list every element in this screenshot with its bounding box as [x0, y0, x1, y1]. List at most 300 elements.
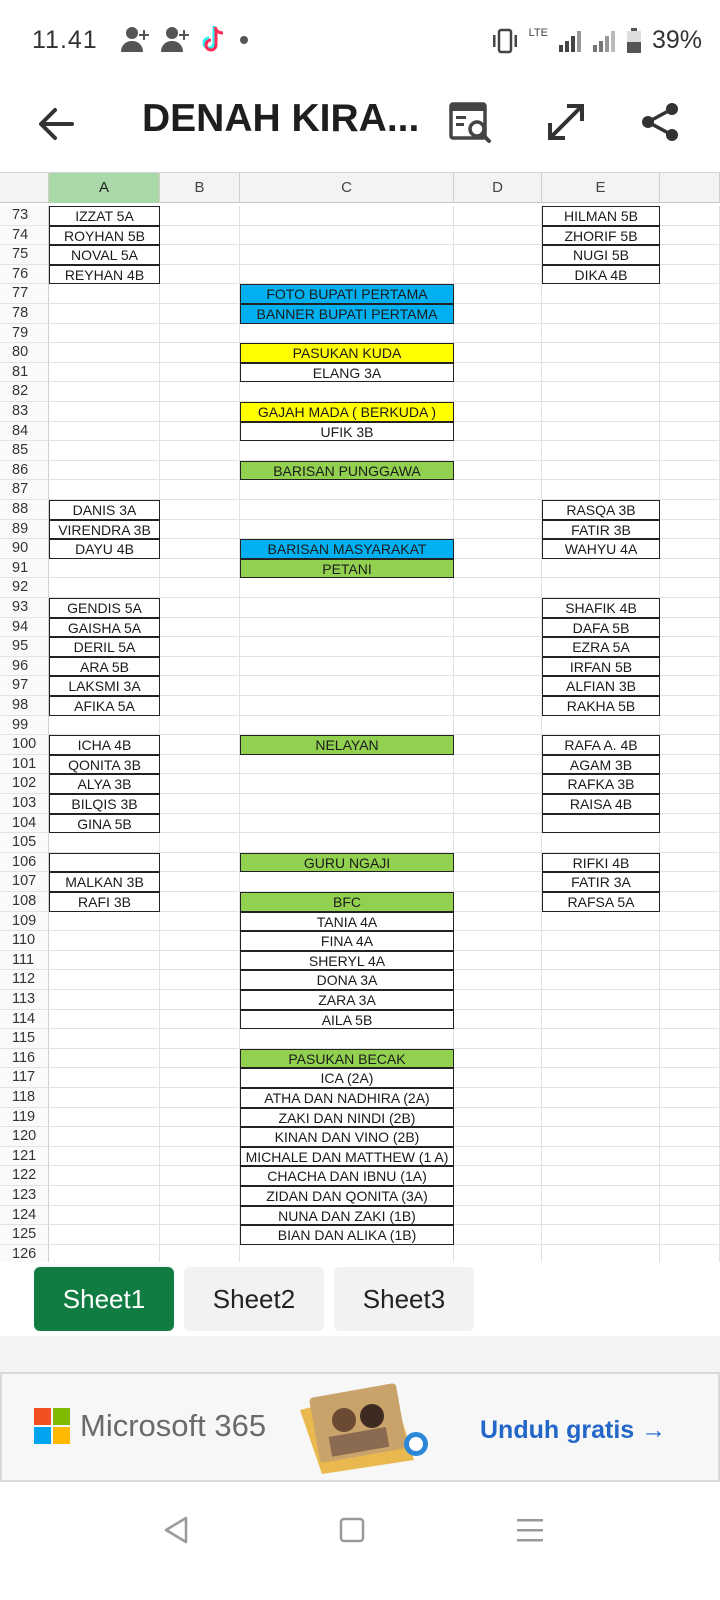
- row-number[interactable]: 124: [0, 1206, 49, 1226]
- cell-c[interactable]: [240, 872, 454, 892]
- cell-e[interactable]: [542, 1068, 660, 1088]
- cell-e[interactable]: ALFIAN 3B: [542, 676, 660, 696]
- cell-b[interactable]: [160, 1049, 240, 1069]
- cell-b[interactable]: [160, 853, 240, 873]
- cell-b[interactable]: [160, 1010, 240, 1030]
- cell-b[interactable]: [160, 461, 240, 481]
- cell-e[interactable]: FATIR 3B: [542, 520, 660, 540]
- cell-d[interactable]: [454, 1127, 542, 1147]
- cell-d[interactable]: [454, 912, 542, 932]
- cell-a[interactable]: [49, 990, 160, 1010]
- row-number[interactable]: 104: [0, 814, 49, 834]
- cell-f[interactable]: [660, 1029, 720, 1049]
- cell-b[interactable]: [160, 872, 240, 892]
- cell-a[interactable]: [49, 1068, 160, 1088]
- cell-b[interactable]: [160, 1166, 240, 1186]
- cell-c[interactable]: PASUKAN KUDA: [240, 343, 454, 363]
- cell-c[interactable]: FOTO BUPATI PERTAMA: [240, 284, 454, 304]
- cell-a[interactable]: [49, 1088, 160, 1108]
- cell-d[interactable]: [454, 872, 542, 892]
- cell-a[interactable]: [49, 343, 160, 363]
- cell-a[interactable]: [49, 853, 160, 873]
- cell-c[interactable]: BANNER BUPATI PERTAMA: [240, 304, 454, 324]
- cell-b[interactable]: [160, 265, 240, 285]
- cell-b[interactable]: [160, 539, 240, 559]
- cell-d[interactable]: [454, 1010, 542, 1030]
- row-number[interactable]: 110: [0, 931, 49, 951]
- cell-a[interactable]: [49, 304, 160, 324]
- cell-b[interactable]: [160, 422, 240, 442]
- cell-b[interactable]: [160, 520, 240, 540]
- cell-a[interactable]: [49, 402, 160, 422]
- row-number[interactable]: 90: [0, 539, 49, 559]
- cell-c[interactable]: NELAYAN: [240, 735, 454, 755]
- cell-e[interactable]: [542, 951, 660, 971]
- cell-a[interactable]: BILQIS 3B: [49, 794, 160, 814]
- cell-c[interactable]: AILA 5B: [240, 1010, 454, 1030]
- row-number[interactable]: 82: [0, 382, 49, 402]
- cell-c[interactable]: SHERYL 4A: [240, 951, 454, 971]
- cell-e[interactable]: [542, 422, 660, 442]
- nav-home-button[interactable]: [332, 1510, 372, 1550]
- expand-button[interactable]: [540, 96, 592, 148]
- cell-b[interactable]: [160, 970, 240, 990]
- share-button[interactable]: [634, 96, 686, 148]
- cell-f[interactable]: [660, 696, 720, 716]
- row-number[interactable]: 106: [0, 853, 49, 873]
- column-header-e[interactable]: E: [542, 173, 660, 203]
- cell-a[interactable]: [49, 382, 160, 402]
- cell-a[interactable]: [49, 1206, 160, 1226]
- cell-c[interactable]: ATHA DAN NADHIRA (2A): [240, 1088, 454, 1108]
- cell-e[interactable]: RASQA 3B: [542, 500, 660, 520]
- cell-b[interactable]: [160, 814, 240, 834]
- row-number[interactable]: 99: [0, 716, 49, 736]
- cell-a[interactable]: [49, 324, 160, 344]
- cell-d[interactable]: [454, 853, 542, 873]
- cell-f[interactable]: [660, 657, 720, 677]
- cell-a[interactable]: [49, 1147, 160, 1167]
- cell-c[interactable]: [240, 716, 454, 736]
- cell-f[interactable]: [660, 598, 720, 618]
- cell-a[interactable]: [49, 1049, 160, 1069]
- cell-a[interactable]: [49, 970, 160, 990]
- cell-b[interactable]: [160, 637, 240, 657]
- cell-a[interactable]: [49, 1186, 160, 1206]
- cell-f[interactable]: [660, 1088, 720, 1108]
- cell-f[interactable]: [660, 304, 720, 324]
- cell-f[interactable]: [660, 637, 720, 657]
- cell-f[interactable]: [660, 206, 720, 226]
- row-number[interactable]: 116: [0, 1049, 49, 1069]
- cell-e[interactable]: NUGI 5B: [542, 245, 660, 265]
- cell-d[interactable]: [454, 520, 542, 540]
- cell-f[interactable]: [660, 755, 720, 775]
- cell-e[interactable]: [542, 402, 660, 422]
- cell-e[interactable]: RAISA 4B: [542, 794, 660, 814]
- cell-e[interactable]: WAHYU 4A: [542, 539, 660, 559]
- cell-f[interactable]: [660, 539, 720, 559]
- cell-c[interactable]: [240, 696, 454, 716]
- cell-b[interactable]: [160, 363, 240, 383]
- cell-a[interactable]: [49, 480, 160, 500]
- cell-f[interactable]: [660, 735, 720, 755]
- cell-c[interactable]: [240, 618, 454, 638]
- cell-c[interactable]: MICHALE DAN MATTHEW (1 A): [240, 1147, 454, 1167]
- cell-e[interactable]: [542, 559, 660, 579]
- row-number[interactable]: 103: [0, 794, 49, 814]
- row-number[interactable]: 112: [0, 970, 49, 990]
- row-number[interactable]: 89: [0, 520, 49, 540]
- cell-f[interactable]: [660, 716, 720, 736]
- row-number[interactable]: 118: [0, 1088, 49, 1108]
- cell-b[interactable]: [160, 343, 240, 363]
- cell-f[interactable]: [660, 872, 720, 892]
- ad-download-link[interactable]: Unduh gratis →: [480, 1416, 667, 1444]
- cell-c[interactable]: [240, 520, 454, 540]
- cell-a[interactable]: RAFI 3B: [49, 892, 160, 912]
- cell-d[interactable]: [454, 657, 542, 677]
- cell-e[interactable]: [542, 1225, 660, 1245]
- row-number[interactable]: 93: [0, 598, 49, 618]
- cell-a[interactable]: DAYU 4B: [49, 539, 160, 559]
- row-number[interactable]: 97: [0, 676, 49, 696]
- cell-c[interactable]: [240, 226, 454, 246]
- cell-c[interactable]: GAJAH MADA ( BERKUDA ): [240, 402, 454, 422]
- cell-d[interactable]: [454, 422, 542, 442]
- cell-d[interactable]: [454, 363, 542, 383]
- cell-f[interactable]: [660, 284, 720, 304]
- cell-d[interactable]: [454, 245, 542, 265]
- row-number[interactable]: 100: [0, 735, 49, 755]
- cell-b[interactable]: [160, 696, 240, 716]
- cell-d[interactable]: [454, 559, 542, 579]
- cell-b[interactable]: [160, 500, 240, 520]
- cell-a[interactable]: [49, 1127, 160, 1147]
- cell-d[interactable]: [454, 696, 542, 716]
- cell-c[interactable]: CHACHA DAN IBNU (1A): [240, 1166, 454, 1186]
- cell-c[interactable]: [240, 1029, 454, 1049]
- cell-e[interactable]: ZHORIF 5B: [542, 226, 660, 246]
- cell-f[interactable]: [660, 480, 720, 500]
- cell-e[interactable]: [542, 480, 660, 500]
- row-number[interactable]: 73: [0, 206, 49, 226]
- cell-e[interactable]: [542, 1166, 660, 1186]
- cell-b[interactable]: [160, 226, 240, 246]
- cell-a[interactable]: REYHAN 4B: [49, 265, 160, 285]
- cell-f[interactable]: [660, 578, 720, 598]
- cell-b[interactable]: [160, 833, 240, 853]
- cell-e[interactable]: RAFSA 5A: [542, 892, 660, 912]
- cell-a[interactable]: [49, 461, 160, 481]
- cell-d[interactable]: [454, 716, 542, 736]
- cell-f[interactable]: [660, 794, 720, 814]
- cell-e[interactable]: HILMAN 5B: [542, 206, 660, 226]
- cell-a[interactable]: NOVAL 5A: [49, 245, 160, 265]
- cell-e[interactable]: [542, 716, 660, 736]
- row-number[interactable]: 75: [0, 245, 49, 265]
- row-number[interactable]: 119: [0, 1108, 49, 1128]
- cell-d[interactable]: [454, 814, 542, 834]
- cell-d[interactable]: [454, 578, 542, 598]
- cell-f[interactable]: [660, 1225, 720, 1245]
- row-number[interactable]: 121: [0, 1147, 49, 1167]
- cell-d[interactable]: [454, 500, 542, 520]
- cell-d[interactable]: [454, 1225, 542, 1245]
- cell-d[interactable]: [454, 1206, 542, 1226]
- cell-b[interactable]: [160, 1186, 240, 1206]
- cell-b[interactable]: [160, 1127, 240, 1147]
- cell-e[interactable]: IRFAN 5B: [542, 657, 660, 677]
- cell-e[interactable]: [542, 814, 660, 834]
- cell-c[interactable]: FINA 4A: [240, 931, 454, 951]
- cell-e[interactable]: [542, 1147, 660, 1167]
- cell-a[interactable]: LAKSMI 3A: [49, 676, 160, 696]
- cell-e[interactable]: [542, 1088, 660, 1108]
- cell-a[interactable]: [49, 284, 160, 304]
- row-number[interactable]: 113: [0, 990, 49, 1010]
- column-header-c[interactable]: C: [240, 173, 454, 203]
- cell-d[interactable]: [454, 1147, 542, 1167]
- row-number[interactable]: 80: [0, 343, 49, 363]
- row-number[interactable]: 108: [0, 892, 49, 912]
- cell-c[interactable]: BARISAN MASYARAKAT: [240, 539, 454, 559]
- cell-e[interactable]: [542, 1206, 660, 1226]
- cell-c[interactable]: TANIA 4A: [240, 912, 454, 932]
- cell-e[interactable]: [542, 324, 660, 344]
- cell-c[interactable]: [240, 500, 454, 520]
- cell-c[interactable]: [240, 637, 454, 657]
- cell-a[interactable]: [49, 833, 160, 853]
- cell-e[interactable]: RAFKA 3B: [542, 774, 660, 794]
- cell-c[interactable]: ELANG 3A: [240, 363, 454, 383]
- cell-a[interactable]: GINA 5B: [49, 814, 160, 834]
- cell-c[interactable]: [240, 755, 454, 775]
- row-number[interactable]: 92: [0, 578, 49, 598]
- cell-a[interactable]: [49, 1225, 160, 1245]
- cell-b[interactable]: [160, 1147, 240, 1167]
- row-number[interactable]: 96: [0, 657, 49, 677]
- cell-e[interactable]: [542, 461, 660, 481]
- cell-e[interactable]: [542, 1108, 660, 1128]
- cell-a[interactable]: QONITA 3B: [49, 755, 160, 775]
- row-number[interactable]: 107: [0, 872, 49, 892]
- column-header-f[interactable]: [660, 173, 720, 203]
- cell-a[interactable]: VIRENDRA 3B: [49, 520, 160, 540]
- row-number[interactable]: 120: [0, 1127, 49, 1147]
- cell-a[interactable]: GAISHA 5A: [49, 618, 160, 638]
- cell-d[interactable]: [454, 1186, 542, 1206]
- cell-e[interactable]: [542, 343, 660, 363]
- cell-b[interactable]: [160, 657, 240, 677]
- cell-c[interactable]: PETANI: [240, 559, 454, 579]
- row-number[interactable]: 102: [0, 774, 49, 794]
- row-number[interactable]: 111: [0, 951, 49, 971]
- cell-c[interactable]: DONA 3A: [240, 970, 454, 990]
- cell-f[interactable]: [660, 363, 720, 383]
- cell-f[interactable]: [660, 951, 720, 971]
- cell-d[interactable]: [454, 402, 542, 422]
- cell-e[interactable]: [542, 1029, 660, 1049]
- cell-f[interactable]: [660, 1147, 720, 1167]
- cell-a[interactable]: [49, 422, 160, 442]
- cell-f[interactable]: [660, 1206, 720, 1226]
- row-number[interactable]: 87: [0, 480, 49, 500]
- cell-d[interactable]: [454, 676, 542, 696]
- cell-a[interactable]: [49, 931, 160, 951]
- cell-d[interactable]: [454, 931, 542, 951]
- cell-f[interactable]: [660, 422, 720, 442]
- row-number[interactable]: 77: [0, 284, 49, 304]
- cell-a[interactable]: MALKAN 3B: [49, 872, 160, 892]
- cell-a[interactable]: [49, 951, 160, 971]
- cell-e[interactable]: DIKA 4B: [542, 265, 660, 285]
- cell-b[interactable]: [160, 735, 240, 755]
- cell-c[interactable]: [240, 774, 454, 794]
- cell-f[interactable]: [660, 402, 720, 422]
- cell-d[interactable]: [454, 206, 542, 226]
- cell-b[interactable]: [160, 755, 240, 775]
- row-number[interactable]: 76: [0, 265, 49, 285]
- cell-e[interactable]: RIFKI 4B: [542, 853, 660, 873]
- cell-b[interactable]: [160, 676, 240, 696]
- cell-c[interactable]: ICA (2A): [240, 1068, 454, 1088]
- cell-b[interactable]: [160, 284, 240, 304]
- cell-f[interactable]: [660, 774, 720, 794]
- cell-f[interactable]: [660, 343, 720, 363]
- cell-a[interactable]: [49, 559, 160, 579]
- sheet-tab-sheet2[interactable]: Sheet2: [184, 1267, 324, 1331]
- cell-d[interactable]: [454, 970, 542, 990]
- cell-d[interactable]: [454, 265, 542, 285]
- cell-f[interactable]: [660, 814, 720, 834]
- cell-d[interactable]: [454, 598, 542, 618]
- cell-d[interactable]: [454, 480, 542, 500]
- cell-c[interactable]: BIAN DAN ALIKA (1B): [240, 1225, 454, 1245]
- cell-f[interactable]: [660, 1049, 720, 1069]
- cell-d[interactable]: [454, 618, 542, 638]
- spreadsheet-grid[interactable]: [0, 172, 720, 1264]
- cell-a[interactable]: DERIL 5A: [49, 637, 160, 657]
- cell-b[interactable]: [160, 382, 240, 402]
- cell-b[interactable]: [160, 774, 240, 794]
- nav-back-button[interactable]: [156, 1510, 196, 1550]
- cell-a[interactable]: [49, 716, 160, 736]
- cell-f[interactable]: [660, 853, 720, 873]
- row-number[interactable]: 98: [0, 696, 49, 716]
- cell-b[interactable]: [160, 402, 240, 422]
- cell-a[interactable]: [49, 441, 160, 461]
- cell-f[interactable]: [660, 1186, 720, 1206]
- ad-banner[interactable]: [0, 1372, 720, 1482]
- cell-e[interactable]: [542, 970, 660, 990]
- cell-c[interactable]: [240, 578, 454, 598]
- cell-f[interactable]: [660, 892, 720, 912]
- cell-e[interactable]: [542, 304, 660, 324]
- cell-a[interactable]: ICHA 4B: [49, 735, 160, 755]
- cell-b[interactable]: [160, 951, 240, 971]
- sheet-tab-sheet1[interactable]: Sheet1: [34, 1267, 174, 1331]
- cell-d[interactable]: [454, 1068, 542, 1088]
- cell-c[interactable]: [240, 206, 454, 226]
- cell-e[interactable]: [542, 382, 660, 402]
- cell-f[interactable]: [660, 1127, 720, 1147]
- cell-e[interactable]: [542, 363, 660, 383]
- cell-c[interactable]: NUNA DAN ZAKI (1B): [240, 1206, 454, 1226]
- cell-f[interactable]: [660, 1108, 720, 1128]
- cell-c[interactable]: [240, 833, 454, 853]
- cell-b[interactable]: [160, 892, 240, 912]
- cell-e[interactable]: RAKHA 5B: [542, 696, 660, 716]
- row-number[interactable]: 125: [0, 1225, 49, 1245]
- cell-b[interactable]: [160, 578, 240, 598]
- row-number[interactable]: 114: [0, 1010, 49, 1030]
- row-number[interactable]: 83: [0, 402, 49, 422]
- cell-f[interactable]: [660, 931, 720, 951]
- find-button[interactable]: [444, 96, 496, 148]
- cell-f[interactable]: [660, 970, 720, 990]
- cell-c[interactable]: [240, 324, 454, 344]
- cell-b[interactable]: [160, 304, 240, 324]
- cell-c[interactable]: [240, 794, 454, 814]
- cell-f[interactable]: [660, 382, 720, 402]
- cell-f[interactable]: [660, 226, 720, 246]
- cell-f[interactable]: [660, 559, 720, 579]
- select-all-corner[interactable]: [0, 173, 49, 203]
- back-button[interactable]: [30, 98, 82, 150]
- row-number[interactable]: 115: [0, 1029, 49, 1049]
- cell-a[interactable]: IZZAT 5A: [49, 206, 160, 226]
- cell-c[interactable]: BARISAN PUNGGAWA: [240, 461, 454, 481]
- row-number[interactable]: 84: [0, 422, 49, 442]
- row-number[interactable]: 91: [0, 559, 49, 579]
- cell-f[interactable]: [660, 500, 720, 520]
- cell-e[interactable]: DAFA 5B: [542, 618, 660, 638]
- cell-d[interactable]: [454, 226, 542, 246]
- cell-f[interactable]: [660, 324, 720, 344]
- row-number[interactable]: 126: [0, 1245, 49, 1264]
- cell-d[interactable]: [454, 774, 542, 794]
- cell-e[interactable]: [542, 931, 660, 951]
- row-number[interactable]: 86: [0, 461, 49, 481]
- cell-b[interactable]: [160, 1068, 240, 1088]
- cell-e[interactable]: [542, 990, 660, 1010]
- column-header-b[interactable]: B: [160, 173, 240, 203]
- row-number[interactable]: 109: [0, 912, 49, 932]
- cell-e[interactable]: [542, 1049, 660, 1069]
- cell-d[interactable]: [454, 1108, 542, 1128]
- cell-b[interactable]: [160, 618, 240, 638]
- cell-a[interactable]: DANIS 3A: [49, 500, 160, 520]
- cell-f[interactable]: [660, 990, 720, 1010]
- cell-c[interactable]: [240, 265, 454, 285]
- cell-a[interactable]: [49, 578, 160, 598]
- cell-c[interactable]: ZAKI DAN NINDI (2B): [240, 1108, 454, 1128]
- cell-c[interactable]: [240, 441, 454, 461]
- cell-b[interactable]: [160, 1108, 240, 1128]
- cell-e[interactable]: [542, 1127, 660, 1147]
- cell-c[interactable]: ZARA 3A: [240, 990, 454, 1010]
- cell-b[interactable]: [160, 206, 240, 226]
- cell-c[interactable]: [240, 814, 454, 834]
- cell-d[interactable]: [454, 539, 542, 559]
- cell-d[interactable]: [454, 637, 542, 657]
- cell-b[interactable]: [160, 598, 240, 618]
- cell-e[interactable]: [542, 912, 660, 932]
- cell-f[interactable]: [660, 912, 720, 932]
- cell-c[interactable]: KINAN DAN VINO (2B): [240, 1127, 454, 1147]
- cell-a[interactable]: GENDIS 5A: [49, 598, 160, 618]
